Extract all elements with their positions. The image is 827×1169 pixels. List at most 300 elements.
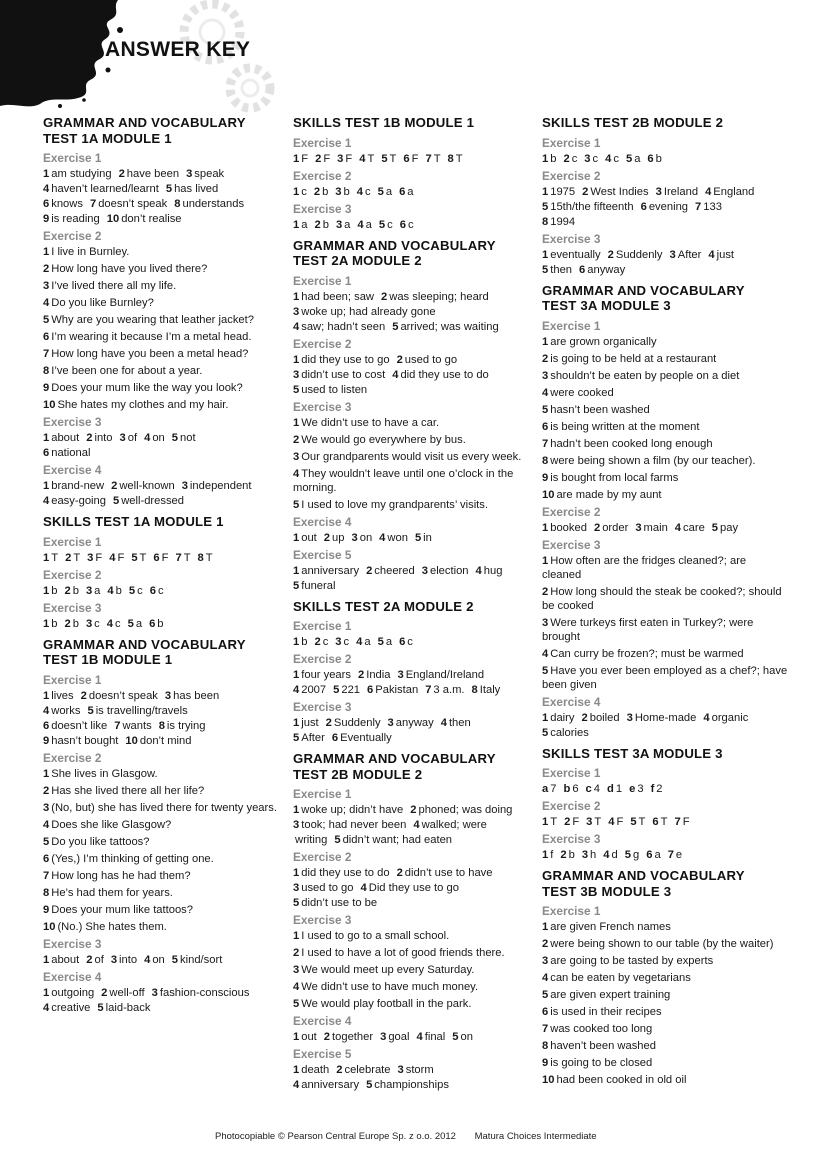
answer-number: 2 <box>366 564 373 577</box>
answer-number: 1 <box>542 554 549 567</box>
answer-number: 5 <box>334 834 341 846</box>
answer-line <box>542 215 792 229</box>
answer-item <box>579 264 625 276</box>
answer-item <box>293 451 521 463</box>
exercise-block <box>542 832 792 862</box>
answer-item <box>542 336 657 348</box>
answer-number: 3 <box>335 636 342 648</box>
answer-text: not <box>180 432 196 444</box>
exercise-block <box>43 463 293 508</box>
exercise-label: Exercise 1 <box>293 135 352 150</box>
answer-text: haven’t been washed <box>550 1040 656 1052</box>
answer-number: 2 <box>607 248 614 261</box>
answer-number: 6 <box>153 551 160 564</box>
answer-line <box>542 937 792 951</box>
answer-item <box>293 684 326 696</box>
answer-text: independent <box>189 480 252 492</box>
answer-line <box>293 368 543 382</box>
answer-text: national <box>51 447 91 459</box>
exercise-block <box>542 319 792 502</box>
answer-text: c <box>343 636 350 648</box>
page-title: ANSWER KEY <box>105 38 251 61</box>
answer-item <box>542 938 773 950</box>
answer-item <box>542 186 575 198</box>
answer-number: 1 <box>293 185 300 198</box>
answer-text: I used to go to a small school. <box>301 930 450 942</box>
answer-item <box>542 472 678 484</box>
answer-item <box>43 768 158 780</box>
section-title-line: TEST 3A MODULE 3 <box>542 298 671 313</box>
answer-line <box>293 683 543 697</box>
answer-text: After <box>301 732 325 744</box>
answer-number: 1 <box>43 617 50 630</box>
answer-line <box>293 383 543 397</box>
answer-number: 4 <box>605 152 612 165</box>
answer-text: fashion-conscious <box>159 986 250 999</box>
answer-number: 6 <box>399 218 406 231</box>
answer-line <box>293 881 543 895</box>
answer-number: 2 <box>582 185 589 198</box>
answer-number: 1 <box>293 636 300 648</box>
page-footer <box>215 1131 613 1142</box>
answer-text: a <box>634 152 641 165</box>
answer-number: 10 <box>43 399 56 411</box>
answer-number: 5 <box>414 531 422 544</box>
answer-text: celebrate <box>344 1064 391 1076</box>
exercise-label: Exercise 2 <box>293 652 352 666</box>
answer-item <box>367 684 418 696</box>
answer-number: 3 <box>293 368 300 381</box>
answer-item <box>400 219 414 231</box>
exercise-label: Exercise 1 <box>43 534 102 549</box>
answer-number: 8 <box>542 215 549 228</box>
answer-number: 4 <box>674 521 682 534</box>
answer-line <box>43 364 293 378</box>
answer-text: knows <box>51 198 83 210</box>
answer-text: woke up; had already gone <box>301 305 436 318</box>
exercise-label: Exercise 1 <box>293 787 352 801</box>
answer-text: F <box>616 816 624 828</box>
answer-line <box>43 920 293 934</box>
answer-number: 5 <box>377 636 384 648</box>
answer-number: 3 <box>293 964 300 976</box>
answer-number: 4 <box>144 432 151 444</box>
answer-section <box>542 868 792 1087</box>
answer-line <box>293 450 543 464</box>
answer-item <box>43 904 193 916</box>
answer-item <box>293 669 351 681</box>
answer-number: 8 <box>471 684 478 696</box>
answer-text: T <box>455 152 463 165</box>
answer-text: are given expert training <box>550 989 671 1001</box>
answer-item <box>413 819 487 831</box>
answer-number: 1 <box>542 711 549 724</box>
answer-line <box>43 431 293 445</box>
answer-text: Italy <box>479 684 501 696</box>
answer-text: F <box>301 152 309 165</box>
answer-number: 1 <box>542 849 549 861</box>
answer-number: 8 <box>447 152 454 165</box>
answer-column-1 <box>43 115 293 1021</box>
answer-item <box>43 198 83 210</box>
answer-item <box>630 816 645 828</box>
answer-text: did they use to do <box>400 368 489 381</box>
answer-text: anniversary <box>301 1079 360 1091</box>
answer-item <box>448 153 463 165</box>
answer-line <box>43 767 293 781</box>
answer-item <box>586 816 601 828</box>
answer-number: f <box>650 783 655 795</box>
section-title-line: GRAMMAR AND VOCABULARY <box>542 282 745 298</box>
answer-text: can be eaten by vegetarians <box>550 972 691 984</box>
answer-section <box>542 115 792 277</box>
answer-item <box>607 783 622 795</box>
answer-item <box>333 684 360 696</box>
answer-number: 2 <box>43 784 50 797</box>
answer-line <box>43 330 293 344</box>
answer-number: 4 <box>379 531 386 544</box>
answer-item <box>65 552 80 564</box>
answer-number: 5 <box>377 185 384 198</box>
answer-item <box>629 783 643 795</box>
exercise-label: Exercise 2 <box>293 168 352 183</box>
answer-item <box>87 552 102 564</box>
answer-text: g <box>632 849 640 861</box>
answer-section <box>293 238 543 593</box>
answer-text: were cooked <box>550 386 614 399</box>
answer-text: out <box>301 1031 317 1043</box>
answer-number: 1 <box>542 816 549 828</box>
answer-text: 2007 <box>301 684 327 696</box>
answer-number: 2 <box>65 551 72 564</box>
answer-number: 3 <box>119 432 126 444</box>
answer-text: didn’t use to have <box>404 867 493 879</box>
answer-number: 9 <box>43 382 50 394</box>
answer-number: 4 <box>109 551 116 564</box>
answer-section <box>293 115 543 232</box>
answer-line <box>43 446 293 460</box>
answer-line <box>293 498 543 512</box>
answer-text: anyway <box>587 263 626 276</box>
answer-line <box>293 467 543 495</box>
answer-item <box>388 717 434 729</box>
answer-text: evening <box>648 200 689 213</box>
answer-number: 1 <box>43 432 50 444</box>
answer-item <box>293 897 377 909</box>
answer-number: 1 <box>293 531 300 544</box>
answer-line <box>43 347 293 361</box>
answer-number: 3 <box>351 531 358 544</box>
exercise-label: Exercise 1 <box>293 273 352 288</box>
exercise-label: Exercise 4 <box>293 514 352 529</box>
answer-text: e <box>675 849 683 861</box>
answer-text: How often are the fridges cleaned?; are cleaned <box>542 554 747 581</box>
answer-line <box>542 471 792 485</box>
answer-item <box>159 720 206 732</box>
answer-number: 5 <box>128 584 136 597</box>
answer-line <box>542 711 792 725</box>
answer-item <box>581 712 619 724</box>
answer-item <box>87 705 187 717</box>
answer-text: used to go <box>404 353 458 366</box>
answer-item <box>337 153 352 165</box>
answer-line <box>542 815 792 829</box>
answer-number: 6 <box>403 152 410 165</box>
exercise-label: Exercise 4 <box>293 1014 352 1028</box>
exercise-block <box>293 1047 543 1092</box>
answer-item <box>86 432 112 444</box>
answer-item <box>293 291 374 303</box>
exercise-label: Exercise 1 <box>293 619 352 633</box>
answer-number: 7 <box>43 869 50 882</box>
answer-line <box>542 420 792 434</box>
answer-item <box>332 732 392 744</box>
exercise-label: Exercise 4 <box>43 463 102 477</box>
answer-item <box>381 153 396 165</box>
answer-text: then <box>448 717 471 729</box>
answer-item <box>542 555 746 581</box>
answer-number: 4 <box>43 1001 50 1014</box>
answer-item <box>43 705 80 717</box>
answer-text: death <box>301 1064 330 1076</box>
answer-number: 2 <box>80 689 87 702</box>
answer-item <box>43 954 79 966</box>
answer-text: storm <box>405 1064 434 1076</box>
answer-item <box>64 618 78 630</box>
answer-number: 4 <box>293 320 300 333</box>
exercise-label: Exercise 1 <box>542 135 601 150</box>
answer-item <box>97 1002 150 1014</box>
answer-item <box>656 186 698 198</box>
answer-text: funeral <box>301 579 336 592</box>
answer-number: 6 <box>542 1006 549 1018</box>
answer-item <box>542 1023 652 1035</box>
answer-line <box>542 848 792 862</box>
answer-text: 221 <box>341 684 361 696</box>
exercise-block <box>43 937 293 967</box>
answer-line <box>293 1078 543 1092</box>
answer-item <box>379 532 408 544</box>
answer-text: h <box>590 849 597 861</box>
answer-line <box>542 1005 792 1019</box>
answer-item <box>351 532 372 544</box>
answer-text: c <box>592 152 599 165</box>
answer-text: of <box>127 432 138 444</box>
answer-text: out <box>301 531 317 544</box>
answer-number: 4 <box>144 953 151 966</box>
answer-text: is going to be closed <box>550 1057 653 1069</box>
section-title <box>293 115 543 131</box>
answer-number: 6 <box>43 331 50 343</box>
section-title-line: TEST 1A MODULE 1 <box>43 130 172 146</box>
answer-text: in <box>423 531 432 544</box>
answer-item <box>605 153 619 165</box>
answer-item <box>476 565 503 577</box>
exercise-label: Exercise 2 <box>43 750 102 765</box>
answer-number: 7 <box>542 437 549 450</box>
answer-item <box>293 580 335 592</box>
answer-number: 3 <box>335 185 342 198</box>
answer-number: 7 <box>667 849 674 861</box>
answer-text: had been cooked in old oil <box>556 1074 687 1086</box>
answer-text: final <box>424 1031 446 1043</box>
answer-item <box>64 585 78 597</box>
answer-line <box>293 980 543 994</box>
answer-text: are given French names <box>550 921 671 933</box>
answer-number: 6 <box>646 849 653 861</box>
answer-item <box>186 168 224 180</box>
answer-text: How long have you lived there? <box>51 263 208 275</box>
answer-text: into <box>94 432 113 444</box>
answer-text: b <box>115 584 122 597</box>
answer-number: 7 <box>695 200 702 213</box>
answer-number: 2 <box>314 636 321 648</box>
answer-number: 10 <box>542 488 555 501</box>
answer-number: 9 <box>542 471 549 484</box>
answer-number: 3 <box>542 616 549 629</box>
answer-text: c <box>365 185 371 198</box>
answer-item <box>293 186 307 198</box>
answer-item <box>293 732 325 744</box>
answer-number: 3 <box>397 669 404 681</box>
exercise-label: Exercise 3 <box>43 936 102 951</box>
exercise-block <box>293 1014 543 1044</box>
answer-text: a <box>94 584 101 597</box>
answer-text: just <box>301 717 319 729</box>
answer-text: T <box>205 551 213 564</box>
answer-line <box>542 248 792 262</box>
answer-item <box>293 882 354 894</box>
answer-text: Have you ever been employed as a chef?; have been given <box>542 664 788 691</box>
answer-item <box>324 532 345 544</box>
answer-line <box>43 869 293 883</box>
answer-item <box>43 1002 90 1014</box>
answer-item <box>392 321 498 333</box>
answer-item <box>293 306 436 318</box>
answer-item <box>293 565 359 577</box>
answer-item <box>542 617 753 643</box>
answer-line <box>293 833 543 847</box>
answer-number: 3 <box>542 955 549 967</box>
answer-item <box>86 954 104 966</box>
exercise-label: Exercise 2 <box>542 168 601 183</box>
answer-line <box>293 416 543 430</box>
answer-number: 2 <box>357 669 365 681</box>
answer-number: 2 <box>563 152 570 165</box>
answer-item <box>651 783 663 795</box>
exercise-block <box>293 202 543 232</box>
answer-text: How long should the steak be cooked?; should be cooked <box>542 585 782 612</box>
answer-number: 5 <box>366 1079 373 1091</box>
section-title-line: SKILLS TEST 2B MODULE 2 <box>542 115 724 130</box>
answer-number: 4 <box>542 972 549 984</box>
answer-item <box>81 690 158 702</box>
answer-text: understands <box>182 198 245 210</box>
answer-item <box>90 198 167 210</box>
exercise-label: Exercise 3 <box>542 537 601 552</box>
answer-item <box>542 648 744 660</box>
answer-number: 3 <box>387 717 394 729</box>
answer-item <box>129 585 143 597</box>
answer-text: into <box>119 953 138 966</box>
answer-text: has been <box>173 689 220 702</box>
answer-line <box>542 585 792 613</box>
answer-number: 5 <box>381 152 388 165</box>
answer-line <box>542 920 792 934</box>
exercise-label: Exercise 3 <box>43 415 102 429</box>
answer-number: 4 <box>542 647 549 660</box>
answer-text: b <box>51 584 58 597</box>
answer-number: 4 <box>106 617 113 630</box>
answer-text: doesn’t speak <box>98 198 168 210</box>
answer-number: 3 <box>584 152 591 165</box>
answer-item <box>542 264 572 276</box>
answer-text: a <box>344 218 351 231</box>
answer-number: 6 <box>640 200 647 213</box>
answer-text: He’s had them for years. <box>51 886 173 899</box>
answer-text: T <box>73 551 81 564</box>
answer-line <box>542 152 792 166</box>
answer-line <box>43 551 293 565</box>
section-title-line: GRAMMAR AND VOCABULARY <box>542 868 745 883</box>
answer-item <box>293 981 478 993</box>
answer-line <box>43 886 293 900</box>
answer-section <box>542 746 792 863</box>
answer-text: T <box>594 816 602 828</box>
exercise-label: Exercise 3 <box>293 201 352 216</box>
answer-item <box>336 1064 390 1076</box>
answer-number: 5 <box>127 617 134 630</box>
answer-text: phoned; was doing <box>418 804 513 816</box>
answer-text: pay <box>720 521 739 534</box>
answer-line <box>43 835 293 849</box>
answer-line <box>542 554 792 582</box>
answer-text: I’ve lived there all my life. <box>51 280 177 292</box>
answer-section <box>43 115 293 508</box>
answer-text: Can curry be frozen?; must be warmed <box>550 647 744 660</box>
answer-number: 6 <box>149 617 156 630</box>
answer-line <box>43 953 293 967</box>
answer-item <box>392 369 489 381</box>
answer-item <box>542 783 556 795</box>
answer-line <box>293 185 543 199</box>
answer-line <box>293 353 543 367</box>
answer-number: 3 <box>293 882 300 894</box>
answer-number: 3 <box>293 819 300 831</box>
answer-number: 5 <box>131 551 138 564</box>
answer-number: 9 <box>43 213 50 225</box>
answer-number: 1 <box>293 804 300 816</box>
answer-item <box>293 867 390 879</box>
answer-number: 7 <box>43 348 50 360</box>
answer-number: 2 <box>111 480 118 492</box>
answer-text: Do you like tattoos? <box>51 835 150 848</box>
answer-item <box>403 153 418 165</box>
answer-number: 1 <box>293 353 300 366</box>
answer-number: d <box>607 783 614 795</box>
answer-text: b <box>568 849 575 861</box>
answer-text: a <box>364 636 371 648</box>
answer-number: 5 <box>97 1001 104 1014</box>
answer-item <box>366 1079 449 1091</box>
answer-item <box>703 712 748 724</box>
answer-number: 5 <box>293 998 300 1010</box>
answer-text: T <box>139 551 147 564</box>
answer-item <box>358 669 391 681</box>
answer-text: lives <box>51 689 74 702</box>
answer-line <box>542 521 792 535</box>
answer-line <box>43 903 293 917</box>
